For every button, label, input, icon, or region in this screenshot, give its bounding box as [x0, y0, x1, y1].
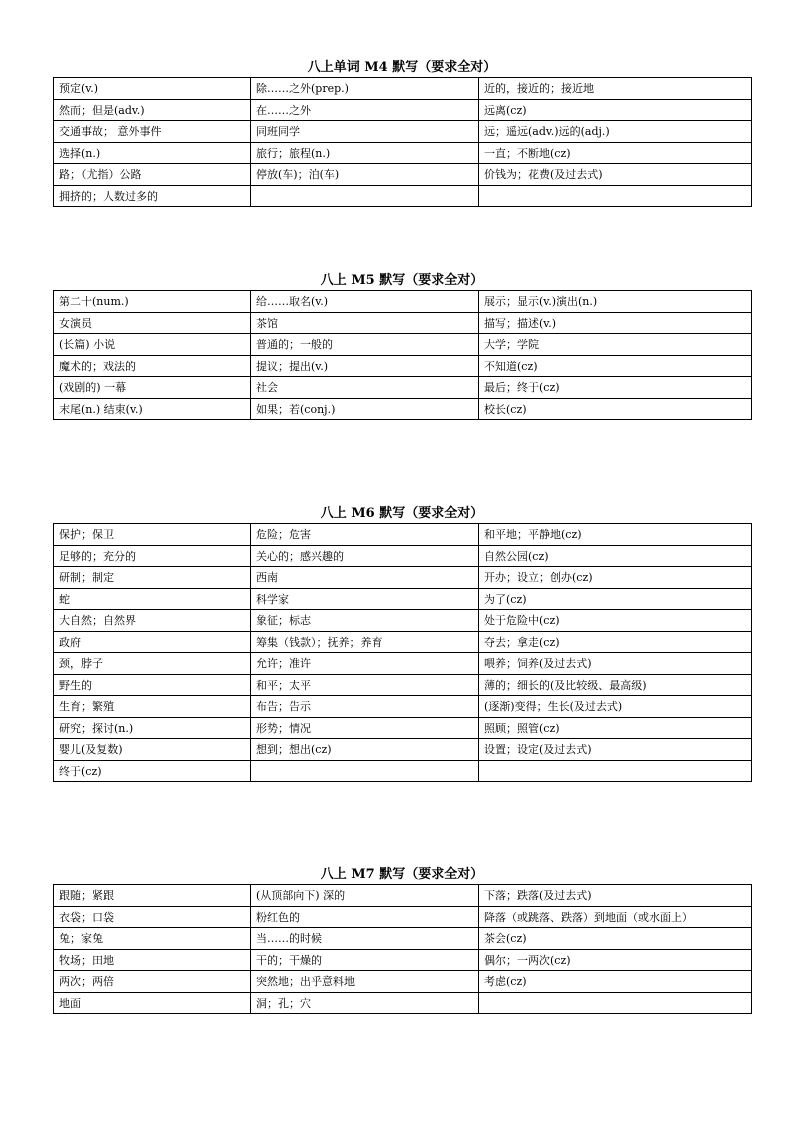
vocab-cell: 给……取名(v.) — [251, 291, 479, 313]
table-row — [54, 717, 752, 739]
vocab-cell: 为了(cz) — [479, 588, 752, 610]
vocab-table — [53, 77, 752, 207]
vocab-cell: 西南 — [251, 567, 479, 589]
vocab-cell: 普通的；一般的 — [251, 334, 479, 356]
vocab-cell: 预定(v.) — [54, 78, 251, 100]
table-row — [54, 398, 752, 420]
vocab-cell: 科学家 — [251, 588, 479, 610]
vocab-cell: 不知道(cz) — [479, 355, 752, 377]
vocab-cell: (长篇) 小说 — [54, 334, 251, 356]
vocab-cell: 喂养；饲养(及过去式) — [479, 653, 752, 675]
table-row — [54, 99, 752, 121]
table-row — [54, 906, 752, 928]
vocab-cell: 一直；不断地(cz) — [479, 142, 752, 164]
table-row — [54, 185, 752, 207]
vocab-cell: 旅行；旅程(n.) — [251, 142, 479, 164]
table-row — [54, 78, 752, 100]
table-row — [54, 164, 752, 186]
vocab-cell: 象征；标志 — [251, 610, 479, 632]
vocab-cell: 停放(车)；泊(车) — [251, 164, 479, 186]
vocab-cell: 危险；危害 — [251, 524, 479, 546]
vocab-cell: 魔术的；戏法的 — [54, 355, 251, 377]
vocab-cell: 展示；显示(v.)演出(n.) — [479, 291, 752, 313]
vocab-cell: 偶尔；一两次(cz) — [479, 949, 752, 971]
table-row — [54, 355, 752, 377]
vocab-cell: 远；遥远(adv.)远的(adj.) — [479, 121, 752, 143]
vocab-cell: 远离(cz) — [479, 99, 752, 121]
table-row — [54, 739, 752, 761]
vocab-cell: 拥挤的；人数过多的 — [54, 185, 251, 207]
vocab-cell: 衣袋；口袋 — [54, 906, 251, 928]
section-title: 八上 M7 默写（要求全对） — [320, 867, 484, 882]
vocab-cell: (从顶部向下) 深的 — [251, 885, 479, 907]
vocab-cell: 允许；准许 — [251, 653, 479, 675]
vocab-cell: 考虑(cz) — [479, 971, 752, 993]
vocab-cell: 跟随；紧跟 — [54, 885, 251, 907]
table-row — [54, 992, 752, 1014]
table-row — [54, 567, 752, 589]
vocab-cell: 选择(n.) — [54, 142, 251, 164]
vocab-cell: 足够的；充分的 — [54, 545, 251, 567]
vocab-cell: 最后；终于(cz) — [479, 377, 752, 399]
vocab-cell: 保护；保卫 — [54, 524, 251, 546]
vocab-cell: 颈，脖子 — [54, 653, 251, 675]
vocab-cell: 终于(cz) — [54, 760, 251, 782]
vocab-cell: 蛇 — [54, 588, 251, 610]
table-row — [54, 545, 752, 567]
vocab-cell: 关心的；感兴趣的 — [251, 545, 479, 567]
vocab-cell — [251, 185, 479, 207]
vocab-cell: 粉红色的 — [251, 906, 479, 928]
table-row — [54, 760, 752, 782]
vocab-cell: 同班同学 — [251, 121, 479, 143]
vocab-cell: 研究；探讨(n.) — [54, 717, 251, 739]
vocab-cell: 两次；两倍 — [54, 971, 251, 993]
table-row — [54, 885, 752, 907]
vocab-cell: 末尾(n.) 结束(v.) — [54, 398, 251, 420]
vocab-cell: 牧场；田地 — [54, 949, 251, 971]
vocab-cell: 近的，接近的；接近地 — [479, 78, 752, 100]
vocab-cell: 兔；家兔 — [54, 928, 251, 950]
vocab-cell: 茶馆 — [251, 312, 479, 334]
vocab-cell: 提议；提出(v.) — [251, 355, 479, 377]
vocab-cell: 社会 — [251, 377, 479, 399]
vocab-cell: 形势；情况 — [251, 717, 479, 739]
vocab-cell: 茶会(cz) — [479, 928, 752, 950]
table-row — [54, 142, 752, 164]
table-row — [54, 334, 752, 356]
section-title: 八上单词 M4 默写（要求全对） — [307, 60, 497, 75]
vocab-cell: 自然公园(cz) — [479, 545, 752, 567]
vocab-cell: 第二十(num.) — [54, 291, 251, 313]
vocab-cell: 筹集（钱款）；抚养；养育 — [251, 631, 479, 653]
vocab-cell: 突然地；出乎意料地 — [251, 971, 479, 993]
vocab-cell: 路；（尤指）公路 — [54, 164, 251, 186]
vocab-cell: 除……之外(prep.) — [251, 78, 479, 100]
vocab-cell — [479, 992, 752, 1014]
table-row — [54, 312, 752, 334]
vocab-cell: 处于危险中(cz) — [479, 610, 752, 632]
section-title: 八上 M6 默写（要求全对） — [320, 506, 484, 521]
vocab-cell: 布告；告示 — [251, 696, 479, 718]
vocab-cell: 地面 — [54, 992, 251, 1014]
vocab-cell: 照顾；照管(cz) — [479, 717, 752, 739]
table-row — [54, 674, 752, 696]
vocab-cell: 夺去；拿走(cz) — [479, 631, 752, 653]
section-m7 — [53, 866, 751, 1014]
vocab-cell: 薄的；细长的(及比较级、最高级) — [479, 674, 752, 696]
vocab-cell: 想到；想出(cz) — [251, 739, 479, 761]
vocab-cell: 价钱为；花费(及过去式) — [479, 164, 752, 186]
vocab-cell: 下落；跌落(及过去式) — [479, 885, 752, 907]
vocab-cell: 设置；设定(及过去式) — [479, 739, 752, 761]
table-row — [54, 121, 752, 143]
section-m6 — [53, 505, 751, 782]
vocab-cell: 然而；但是(adv.) — [54, 99, 251, 121]
table-row — [54, 524, 752, 546]
vocab-cell — [479, 185, 752, 207]
vocab-cell: 研制；制定 — [54, 567, 251, 589]
table-row — [54, 291, 752, 313]
vocab-cell: (逐渐)变得；生长(及过去式) — [479, 696, 752, 718]
section-title: 八上 M5 默写（要求全对） — [320, 273, 484, 288]
vocab-cell: 当……的时候 — [251, 928, 479, 950]
vocab-table — [53, 523, 752, 782]
vocab-cell: 野生的 — [54, 674, 251, 696]
vocab-cell: 和平地；平静地(cz) — [479, 524, 752, 546]
vocab-cell: 如果；若(conj.) — [251, 398, 479, 420]
table-row — [54, 610, 752, 632]
vocab-cell: 降落（或跳落、跌落）到地面（或水面上） — [479, 906, 752, 928]
vocab-cell: 大学；学院 — [479, 334, 752, 356]
vocab-cell: 干的；干燥的 — [251, 949, 479, 971]
table-row — [54, 971, 752, 993]
vocab-cell — [251, 760, 479, 782]
vocab-table — [53, 884, 752, 1014]
vocab-cell: 大自然；自然界 — [54, 610, 251, 632]
table-row — [54, 631, 752, 653]
vocab-cell: 婴儿(及复数) — [54, 739, 251, 761]
table-row — [54, 653, 752, 675]
table-row — [54, 928, 752, 950]
vocab-table — [53, 290, 752, 420]
vocab-cell: 女演员 — [54, 312, 251, 334]
table-row — [54, 949, 752, 971]
vocab-cell: 交通事故； 意外事件 — [54, 121, 251, 143]
vocab-cell: 描写；描述(v.) — [479, 312, 752, 334]
vocab-cell: 生育；繁殖 — [54, 696, 251, 718]
section-m4 — [53, 59, 751, 207]
table-row — [54, 696, 752, 718]
vocab-cell — [479, 760, 752, 782]
vocab-cell: 校长(cz) — [479, 398, 752, 420]
vocab-cell: (戏剧的) 一幕 — [54, 377, 251, 399]
table-row — [54, 377, 752, 399]
section-m5 — [53, 272, 751, 420]
vocab-cell: 洞；孔；穴 — [251, 992, 479, 1014]
vocab-cell: 在……之外 — [251, 99, 479, 121]
vocab-cell: 和平；太平 — [251, 674, 479, 696]
vocab-cell: 政府 — [54, 631, 251, 653]
vocab-cell: 开办；设立；创办(cz) — [479, 567, 752, 589]
table-row — [54, 588, 752, 610]
